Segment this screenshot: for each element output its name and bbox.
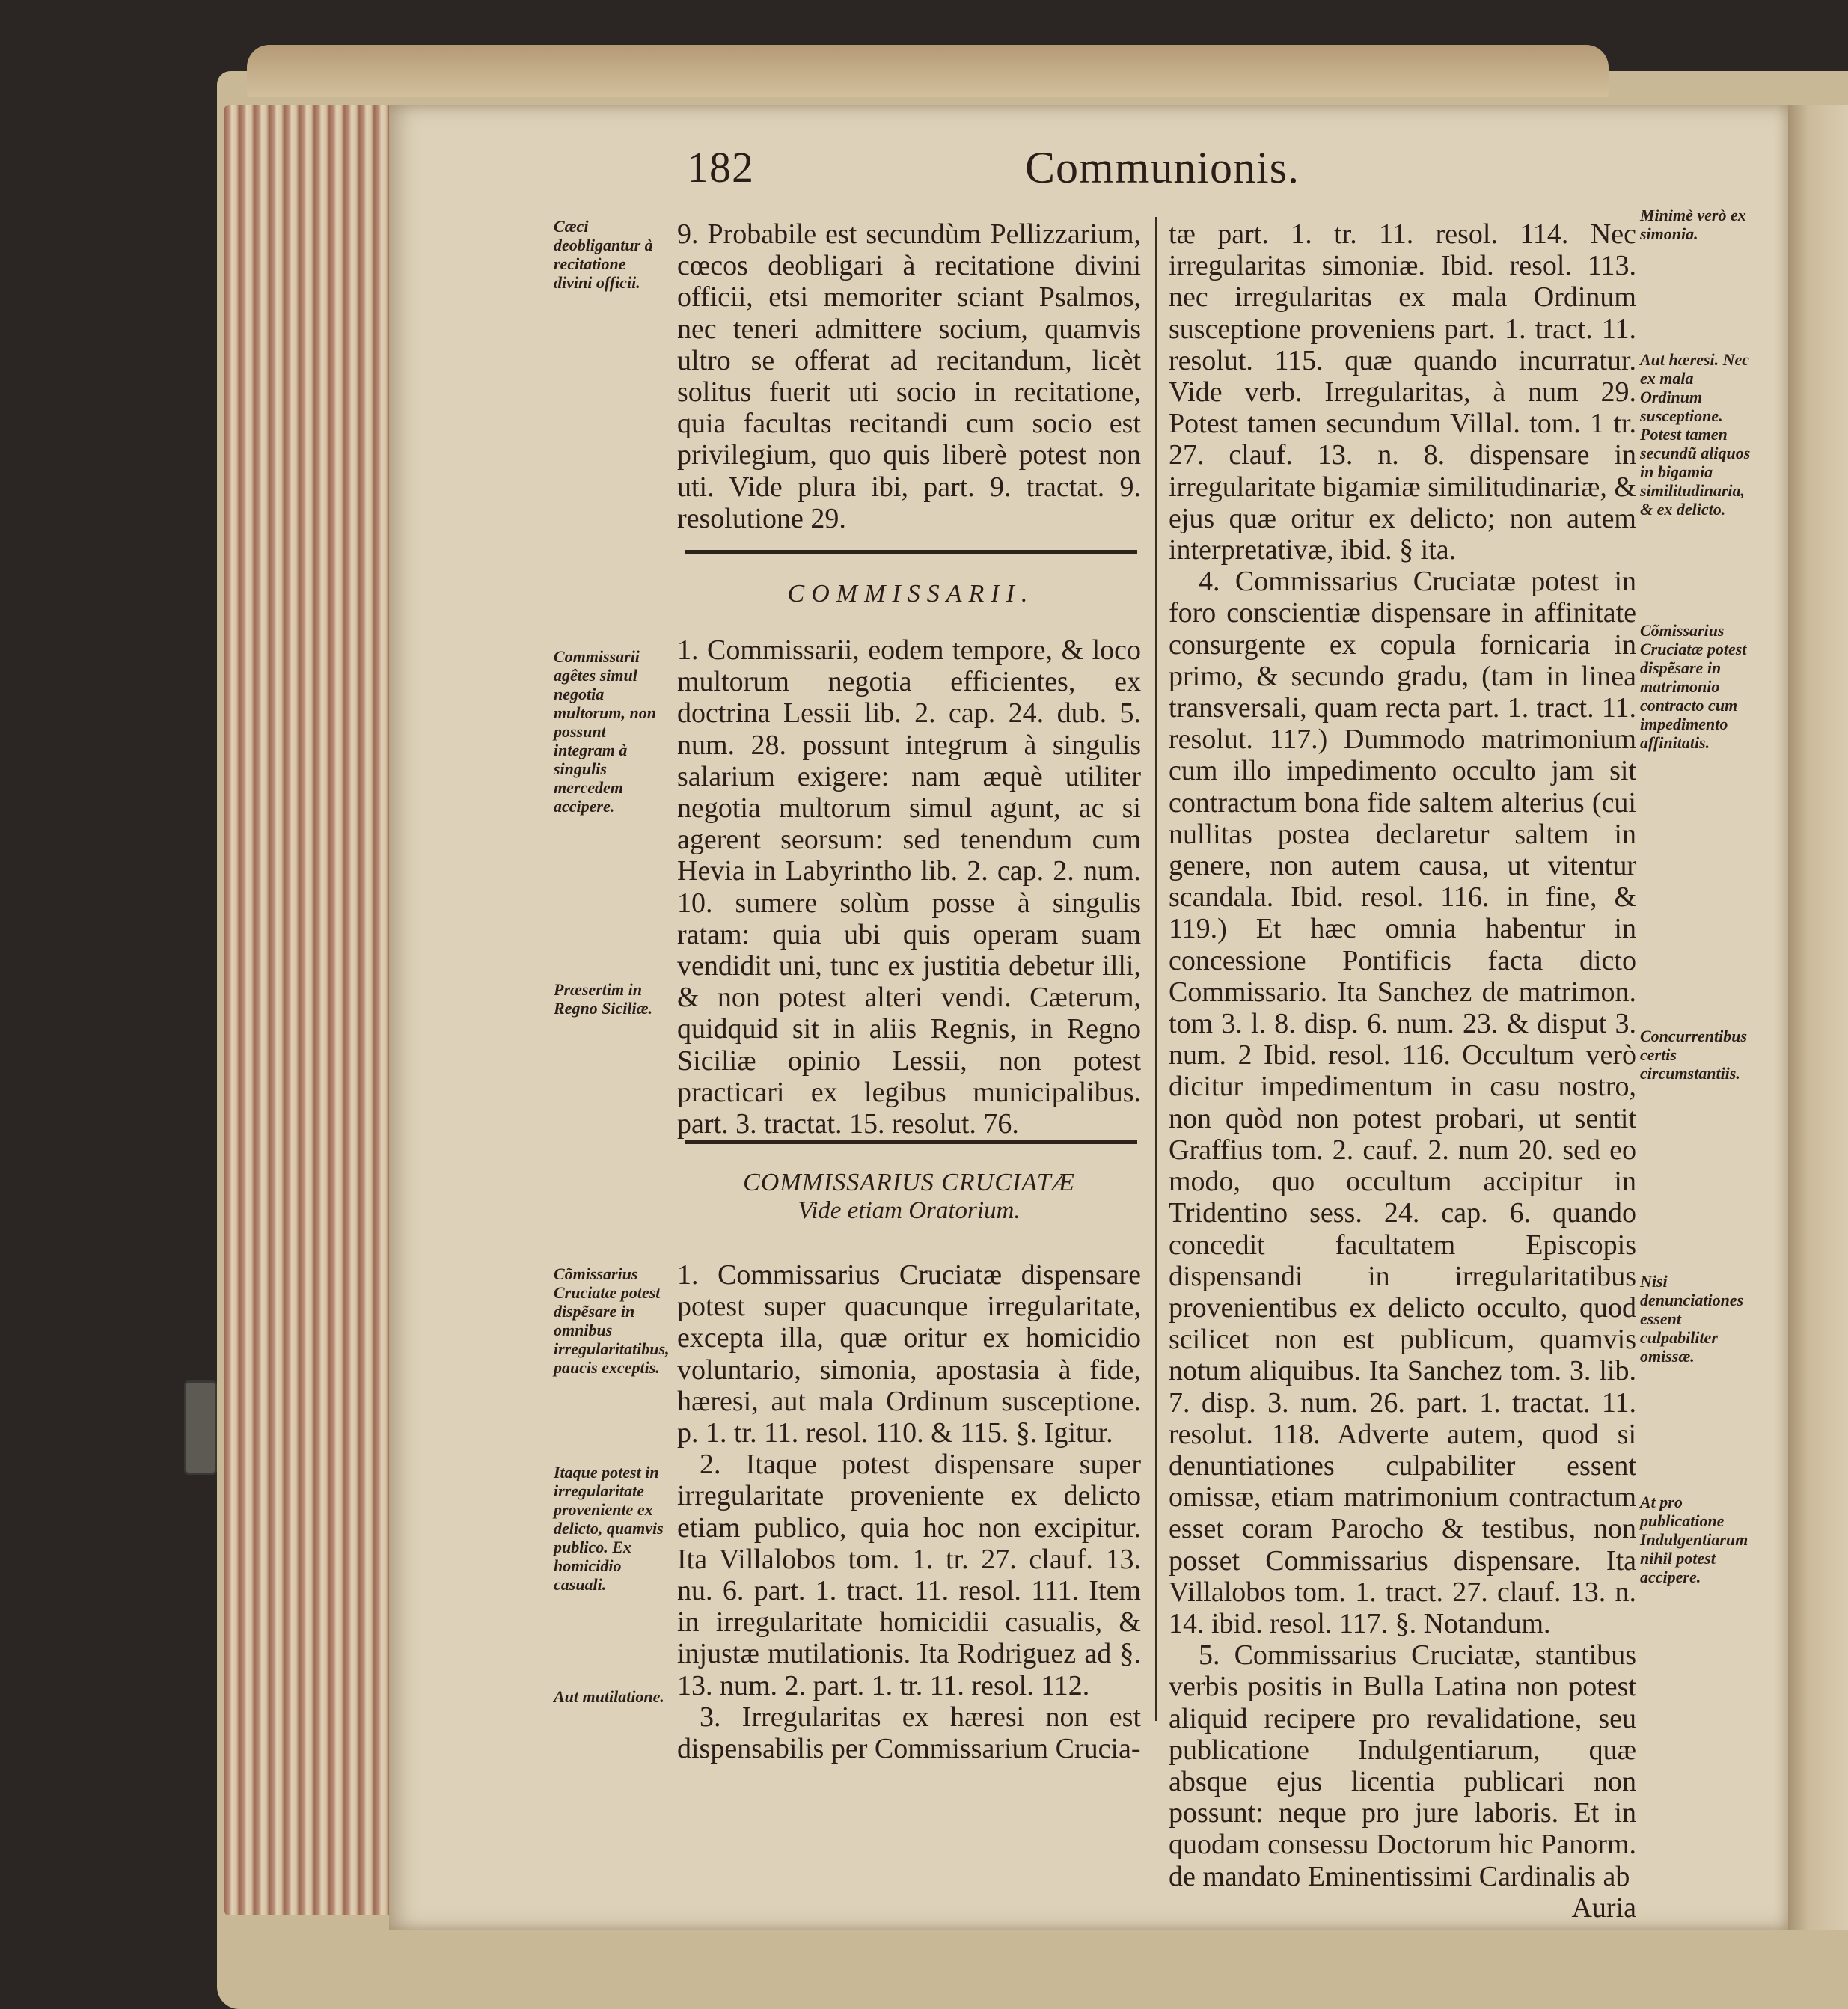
commissarii-section <box>677 634 1141 1140</box>
margin-note-right: Minimè verò ex simonia. <box>1640 206 1746 243</box>
commissarii-para-1: 1. Commissarii, eodem tempore, & loco multorum negotia efficientes, ex doctrina Lessii lib. 2. cap. 24. dub. 5. num. 28. possunt integrum à singulis salarium exigere: nam æquè utiliter negotia multorum simul agunt, ac si agerent seorsum: sed tenendum cum Hevia in Labyrintho lib. 2. cap. 2. num. 10. sumere solùm posse à singulis ratam: quia ubi quis operam suam vendidit uni, tunc ex justitia debetur illi, & non potest alteri vendi. Cæterum, quidquid sit in aliis Regnis, in Regno Siciliæ opinio Lessii, non potest practicari ex legibus municipalibus. part. 3. tractat. 15. resolut. 76. <box>677 634 1141 1140</box>
right-para-5: 5. Commissarius Cruciatæ, stantibus verbis positis in Bulla Latina non potest aliquid recipere pro revalidatione, seu publicatione Indulgentiarum, quæ absque ejus licentia publicari non possunt: neque pro jure laboris. Et in quodam consessu Doctorum hic Panorm. de mandato Eminentissimi Cardinalis ab <box>1169 1639 1636 1892</box>
book-clasp <box>184 1380 217 1475</box>
margin-note-right: Aut hæresi. Nec ex mala Ordinum susceptione. Potest tamen secundũ aliquos in bigamia similitudinaria, & ex delicto. <box>1640 350 1751 519</box>
cruciatae-section <box>677 1259 1141 1764</box>
margin-note-left: Aut mutilatione. <box>554 1687 664 1706</box>
cruciatae-para-1: 1. Commissarius Cruciatæ dispensare potest super quacunque irregularitate, excepta illa, quæ oritur ex homicidio voluntario, simonia, apostasia à fide, hæresi, aut mala Ordinum susceptione. p. 1. tr. 11. resol. 110. & 115. §. Igitur. <box>677 1259 1141 1449</box>
margin-note-left: Cæci deobligantur à recitatione divini officii. <box>554 217 653 292</box>
margin-note-right: Cõmissarius Cruciatæ potest dispẽsare in matrimonio contracto cum impedimento affinitatis. <box>1640 621 1747 752</box>
page-number: 182 <box>687 143 754 192</box>
heading-cruciatae: COMMISSARIUS CRUCIATÆ <box>743 1169 1075 1196</box>
right-para-4: 4. Commissarius Cruciatæ potest in foro conscientiæ dispensare in affinitate consurgente ex copula fornicaria in primo, & secundo gradu, (tam in linea transversali, quam recta part. 1. tract. 11. resolut. 117.) Dummodo matrimonium cum illo impedimento occulto jam sit contractum bona fide saltem alterius (cui nullitas postea declaretur saltem in genere, non autem causa, ut vitentur scandala. Ibid. resol. 116. in fine, & 119.) Et hæc omnia habentur in concessione Pontificis facta dicto Commissario. Ita Sanchez de matrimon. tom 3. l. 8. disp. 6. num. 23. & disput 3. num. 2 Ibid. resol. 116. Occultum verò dicitur impedimentum in casu nostro, non quòd non potest probari, ut sentit Graffius tom. 2. cauf. 2. num 20. sed eo modo, quo occultum accipitur in Tridentino sess. 24. cap. 6. quando concedit facultatem Episcopis dispensandi in irregularitatibus provenientibus ex delicto occulto, quod scilicet non est publicum, quamvis notum aliquibus. Ita Sanchez tom. 3. lib. 7. disp. 3. num. 26. part. 1. tractat. 11. resolut. 118. Adverte autem, quod si denuntiationes culpabiliter essent omissæ, etiam matrimonium contractum esset coram Parocho & testibus, non posset Commissarius dispensare. Ita Villalobos tom. 1. tract. 27. clauf. 13. n. 14. ibid. resol. 117. §. Notandum. <box>1169 566 1636 1639</box>
cruciatae-para-2: 2. Itaque potest dispensare super irregularitate proveniente ex delicto etiam publico, quia hoc non excipitur. Ita Villalobos tom. 1. tr. 27. clauf. 13. nu. 6. part. 1. tract. 11. resol. 111. Item in irregularitate homicidii casualis, & injustæ mutilationis. Ita Rodriguez ad §. 13. num. 2. part. 1. tr. 11. resol. 112. <box>677 1449 1141 1701</box>
right-column-text <box>1169 218 1636 1924</box>
margin-note-left: Præsertim in Regno Siciliæ. <box>554 980 653 1018</box>
section-rule <box>685 1140 1137 1144</box>
column-divider <box>1155 217 1157 1721</box>
margin-note-right: Concurrentibus certis circumstantiis. <box>1640 1027 1748 1083</box>
margin-note-right: Nisi denunciationes essent culpabiliter omissæ. <box>1640 1272 1744 1366</box>
subheading-cruciatae: Vide etiam Oratorium. <box>798 1197 1021 1224</box>
para-9-text: 9. Probabile est secundùm Pellizzarium, cœcos deobligari à recitatione divini officii, etsi memoriter sciant Psalmos, nec teneri admittere socium, quamvis ultro se offerat ad recitandum, licèt solitus fuerit uti socio in recitatione, quia facultas recitandi cum socio est privilegium, quo quis liberè potest non uti. Vide plura ibi, part. 9. tractat. 9. resolutione 29. <box>677 218 1141 534</box>
page-edges <box>224 105 393 1915</box>
margin-note-left: Itaque potest in irregularitate proveniente ex delicto, quamvis publico. Ex homicidio casuali. <box>554 1463 664 1594</box>
running-head: Communionis. <box>1025 143 1300 192</box>
margin-note-right: At pro publicatione Indulgentiarum nihil potest accipere. <box>1640 1493 1748 1586</box>
cruciatae-para-3: 3. Irregularitas ex hæresi non est dispensabilis per Commissarium Crucia- <box>677 1701 1141 1765</box>
heading-commissarii: COMMISSARII. <box>787 580 1035 608</box>
facing-page-edge <box>1782 105 1848 1930</box>
catchword: Auria <box>1571 1892 1636 1924</box>
section-rule <box>685 550 1137 554</box>
margin-note-left: Cõmissarius Cruciatæ potest dispẽsare in omnibus irregularitatibus, paucis exceptis. <box>554 1265 670 1377</box>
right-para-cont: tæ part. 1. tr. 11. resol. 114. Nec irregularitas simoniæ. Ibid. resol. 113. nec irregularitas ex mala Ordinum susceptione proveniens part. 1. tract. 11. resolut. 115. quæ quando incurratur. Vide verb. Irregularitas, à num 29. Potest tamen secundum Villal. tom. 1 tr. 27. clauf. 13. n. 8. dispensare in irregularitate bigamiæ similitudinariæ, & ejus quæ oritur ex delicto; non autem interpretativæ, ibid. § ita. <box>1169 218 1636 566</box>
book-top-edge <box>247 45 1609 97</box>
left-para-9 <box>677 218 1141 534</box>
margin-note-left: Commissarii agêtes simul negotia multorum, non possunt integram à singulis mercedem accipere. <box>554 647 656 816</box>
